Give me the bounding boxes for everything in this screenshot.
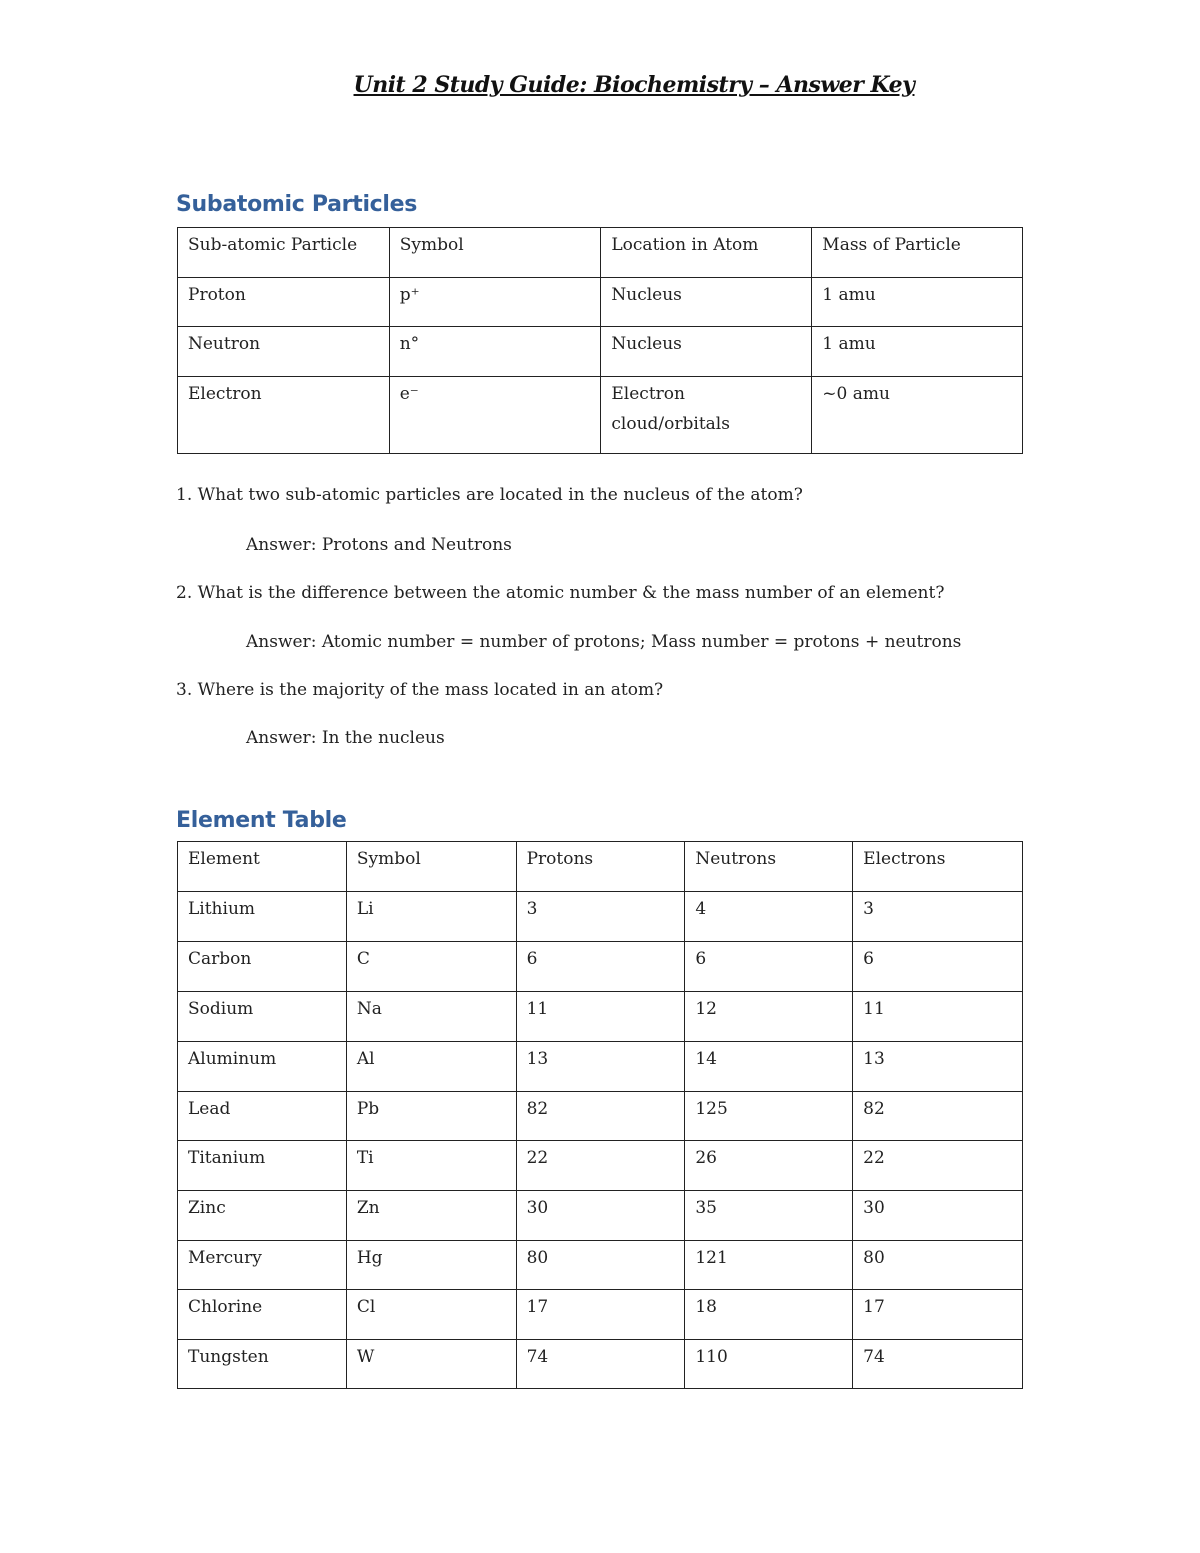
table-cell: 125 [685, 1092, 853, 1141]
answer-2: Answer: Atomic number = number of protons; Mass number = protons + neutrons [246, 632, 962, 652]
subatomic-heading: Subatomic Particles [176, 192, 418, 217]
table-row [178, 992, 1023, 1042]
header-cell: Symbol [389, 228, 601, 278]
header-cell: Protons [516, 842, 685, 892]
table-row [178, 1141, 1023, 1191]
header-cell: Neutrons [685, 842, 853, 892]
table-row [178, 1290, 1023, 1340]
table-cell: 13 [516, 1042, 685, 1092]
table-cell: 80 [516, 1241, 685, 1290]
table-header-row [178, 228, 1023, 278]
table-row [178, 1340, 1023, 1389]
element-table [177, 841, 1023, 1389]
element-table-heading: Element Table [176, 808, 347, 833]
header-cell: Location in Atom [601, 228, 812, 278]
table-cell: 1 amu [812, 278, 1023, 327]
table-cell: Neutron [178, 327, 390, 377]
table-cell: 6 [685, 942, 853, 992]
table-header-row [178, 842, 1023, 892]
table-cell: 82 [853, 1092, 1023, 1141]
table-cell: 35 [685, 1191, 853, 1241]
header-cell: Mass of Particle [812, 228, 1023, 278]
table-cell: Aluminum [178, 1042, 347, 1092]
question-1: 1. What two sub-atomic particles are located in the nucleus of the atom? [176, 485, 803, 505]
table-cell: e⁻ [389, 377, 601, 454]
table-cell: 6 [516, 942, 685, 992]
table-cell: Electron cloud/orbitals [601, 377, 812, 454]
table-cell: Na [346, 992, 516, 1042]
answer-1: Answer: Protons and Neutrons [246, 535, 512, 555]
table-cell: 14 [685, 1042, 853, 1092]
table-row [178, 327, 1023, 377]
table-row [178, 278, 1023, 327]
table-cell: 121 [685, 1241, 853, 1290]
table-row [178, 1191, 1023, 1241]
table-cell: Li [346, 892, 516, 942]
table-cell: Electron [178, 377, 390, 454]
question-3: 3. Where is the majority of the mass located in an atom? [176, 680, 664, 700]
table-cell: W [346, 1340, 516, 1389]
table-cell: 11 [516, 992, 685, 1042]
table-cell: 30 [853, 1191, 1023, 1241]
table-cell: 22 [516, 1141, 685, 1191]
table-cell: 26 [685, 1141, 853, 1191]
question-2: 2. What is the difference between the atomic number & the mass number of an element? [176, 583, 945, 603]
table-row [178, 377, 1023, 454]
table-cell: 17 [853, 1290, 1023, 1340]
table-cell: 110 [685, 1340, 853, 1389]
table-cell: 6 [853, 942, 1023, 992]
table-cell: Nucleus [601, 278, 812, 327]
table-cell: 18 [685, 1290, 853, 1340]
table-cell: Proton [178, 278, 390, 327]
table-cell: Sodium [178, 992, 347, 1042]
header-cell: Electrons [853, 842, 1023, 892]
table-cell: Chlorine [178, 1290, 347, 1340]
table-cell: 13 [853, 1042, 1023, 1092]
table-cell: Zinc [178, 1191, 347, 1241]
table-cell: Cl [346, 1290, 516, 1340]
table-cell: 11 [853, 992, 1023, 1042]
subatomic-table [177, 227, 1023, 454]
table-cell: Carbon [178, 942, 347, 992]
table-cell: 4 [685, 892, 853, 942]
table-cell: 3 [516, 892, 685, 942]
table-cell: Titanium [178, 1141, 347, 1191]
header-cell: Symbol [346, 842, 516, 892]
table-cell: Al [346, 1042, 516, 1092]
table-row [178, 892, 1023, 942]
table-cell: Lithium [178, 892, 347, 942]
header-cell: Element [178, 842, 347, 892]
answer-3: Answer: In the nucleus [246, 728, 445, 748]
table-cell: Mercury [178, 1241, 347, 1290]
table-cell: n° [389, 327, 601, 377]
table-row [178, 1042, 1023, 1092]
table-cell: ~0 amu [812, 377, 1023, 454]
table-cell: Lead [178, 1092, 347, 1141]
table-cell: 30 [516, 1191, 685, 1241]
table-cell: Hg [346, 1241, 516, 1290]
table-cell: 74 [853, 1340, 1023, 1389]
table-cell: 12 [685, 992, 853, 1042]
table-cell: 3 [853, 892, 1023, 942]
table-cell: Pb [346, 1092, 516, 1141]
table-row [178, 942, 1023, 992]
table-row [178, 1092, 1023, 1141]
table-cell: 1 amu [812, 327, 1023, 377]
table-cell: 17 [516, 1290, 685, 1340]
table-cell: Tungsten [178, 1340, 347, 1389]
table-cell: 82 [516, 1092, 685, 1141]
header-cell: Sub-atomic Particle [178, 228, 390, 278]
table-cell: C [346, 942, 516, 992]
table-cell: Ti [346, 1141, 516, 1191]
table-cell: 74 [516, 1340, 685, 1389]
table-cell: p⁺ [389, 278, 601, 327]
table-row [178, 1241, 1023, 1290]
table-cell: Zn [346, 1191, 516, 1241]
table-cell: Nucleus [601, 327, 812, 377]
table-cell: 22 [853, 1141, 1023, 1191]
table-cell: 80 [853, 1241, 1023, 1290]
document-title: Unit 2 Study Guide: Biochemistry – Answer Key [353, 72, 915, 98]
